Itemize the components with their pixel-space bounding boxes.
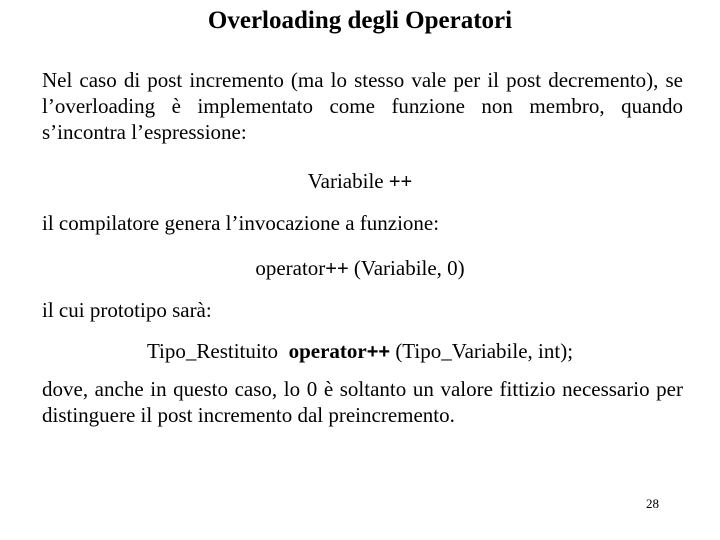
prototype-return-type: Tipo_Restituito — [146, 339, 279, 363]
closing-paragraph: dove, anche in questo caso, lo 0 è soltanto un valore fittizio necessario per distinguere il post incremento dal preincremento. — [42, 377, 683, 427]
prototype-paragraph: il cui prototipo sarà: — [42, 298, 212, 322]
expression-variable: Variabile — [307, 169, 384, 193]
prototype-function-name: operator — [288, 339, 367, 363]
call-arguments: (Variabile, 0) — [348, 256, 465, 280]
intro-paragraph: Nel caso di post incremento (ma lo stesso vale per il post decremento), se l’overloading è implementato come funzione non membro, quando s’incontra l’espressione: — [42, 68, 683, 144]
prototype-operator: ++ — [366, 341, 391, 363]
page-number: 28 — [646, 496, 659, 511]
slide-title: Overloading degli Operatori — [207, 7, 513, 34]
prototype-line — [0, 338, 720, 365]
call-operator: ++ — [325, 258, 349, 280]
compiler-paragraph: il compilatore genera l’invocazione a funzione: — [42, 211, 440, 235]
expression-operator: ++ — [388, 171, 413, 193]
function-call-line — [0, 255, 720, 282]
expression-line — [0, 168, 720, 195]
call-function-name: operator — [255, 256, 326, 280]
prototype-arguments: (Tipo_Variabile, int); — [390, 339, 574, 363]
